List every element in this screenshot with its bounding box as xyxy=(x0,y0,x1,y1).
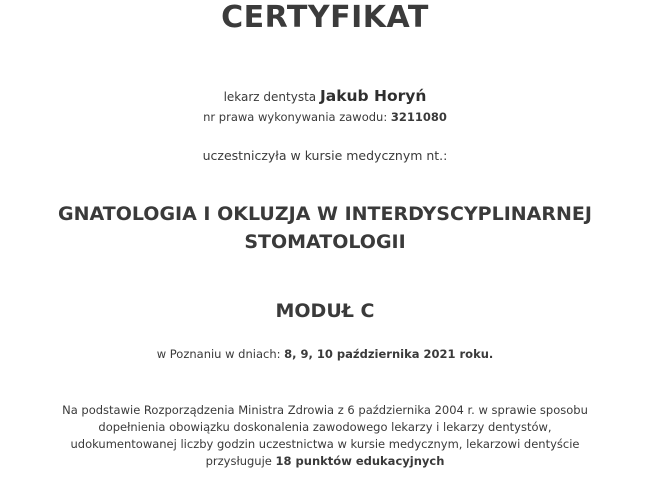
course-title-line-1: GNATOLOGIA I OKLUZJA W INTERDYSCYPLINARNEJ xyxy=(58,203,592,225)
legal-line-4-prefix: przysługuje xyxy=(205,454,276,468)
dates-prefix: w Poznaniu w dniach: xyxy=(156,347,285,361)
license-line xyxy=(0,108,650,126)
license-number: 3211080 xyxy=(390,110,447,124)
recipient-line xyxy=(0,86,650,107)
dates-value: 8, 9, 10 października 2021 roku. xyxy=(284,347,494,361)
participation-text: uczestniczyła w kursie medycznym nt.: xyxy=(202,148,448,163)
legal-line-2: dopełnienia obowiązku doskonalenia zawodowego lekarzy i lekarzy dentystów, xyxy=(98,420,552,434)
dates-line xyxy=(0,345,650,363)
module-label: MODUŁ C xyxy=(275,300,375,322)
course-title xyxy=(20,200,630,256)
education-points: 18 punktów edukacyjnych xyxy=(275,454,445,468)
certificate-title: CERTYFIKAT xyxy=(221,0,429,35)
legal-paragraph xyxy=(30,402,620,470)
legal-line-3: udokumentowanej liczby godzin uczestnictwa w kursie medycznym, lekarzowi dentyście xyxy=(70,437,580,451)
recipient-prefix: lekarz dentysta xyxy=(223,90,320,104)
recipient-name: Jakub Horyń xyxy=(319,87,427,105)
legal-line-4 xyxy=(30,453,620,470)
legal-line-1: Na podstawie Rozporządzenia Ministra Zdrowia z 6 października 2004 r. w sprawie sposobu xyxy=(62,403,588,417)
license-label: nr prawa wykonywania zawodu: xyxy=(203,110,391,124)
course-title-line-2: STOMATOLOGII xyxy=(244,231,406,253)
